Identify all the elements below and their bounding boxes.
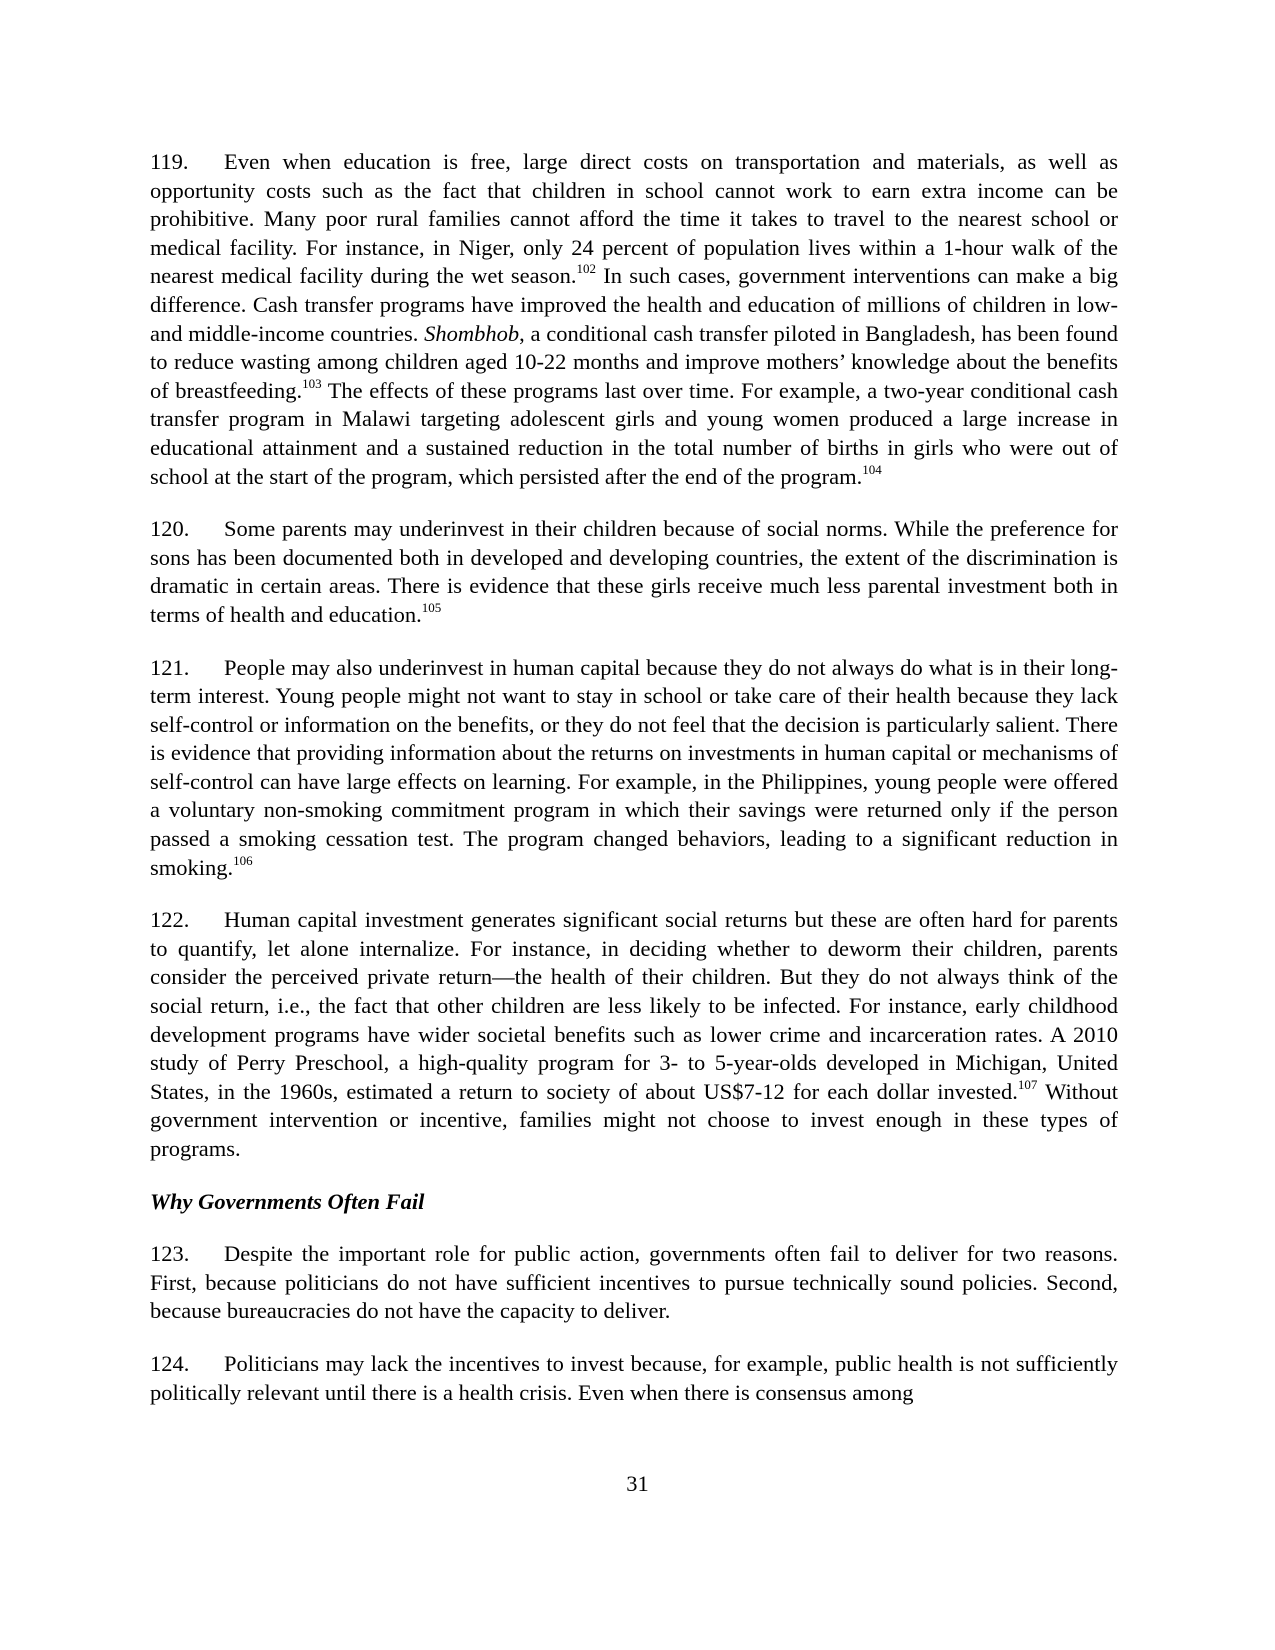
paragraph-number: 120.	[150, 516, 190, 542]
paragraph-number: 122.	[150, 907, 190, 933]
paragraph-121: 121. People may also underinvest in human capital because they do not always do what is in their long-term interest. Young people might not want to stay in school or take care of their health because they lack self-control or information on the benefits, or they do not feel that the decision is particularly salient. There is evidence that providing information about the returns on investments in human capital or mechanisms of self-control can have large effects on learning. For example, in the Philippines, young people were offered a voluntary non-smoking commitment program in which their savings were returned only if the person passed a smoking cessation test. The program changed behaviors, leading to a significant reduction in smoking.$^{106}$	[150, 654, 1118, 880]
paragraph-120: 120. Some parents may underinvest in their children because of social norms. While the preference for sons has been documented both in developed and developing countries, the extent of the discrimination is dramatic in certain areas. There is evidence that these girls receive much less parental investment both in terms of health and education.$^{105}$	[150, 516, 1118, 627]
footnote-ref[interactable]: 107	[1017, 1076, 1038, 1092]
paragraph-123: 123. Despite the important role for public action, governments often fail to deliver for two reasons. First, because politicians do not have sufficient incentives to pursue technically sound policies. Second, because bureaucracies do not have the capacity to deliver.	[150, 1241, 1118, 1324]
program-name: Shombhob	[424, 320, 520, 346]
footnote-ref[interactable]: 105	[421, 599, 442, 615]
footnote-ref[interactable]: 102	[576, 261, 596, 277]
paragraph-119: 119. Even when education is free, large direct costs on transportation and materials, as well as opportunity costs such as the fact that children in school cannot work to earn extra income can be prohibitive. Many poor rural families cannot afford the time it takes to travel to the nearest school or medical facility. For instance, in Niger, only 24 percent of population lives within a 1-hour walk of the nearest medical facility during the wet season.$^{102}$ In such cases, government interventions can make a big difference. Cash transfer programs have improved the health and education of millions of children in low- and middle-income countries. Shombhob, a conditional cash transfer piloted in Bangladesh, has been found to reduce wasting among children aged 10-22 months and improve mothers’ knowledge about the benefits of breastfeeding.$^{103}$ The effects of these programs last over time. For example, a two-year conditional cash transfer program in Malawi targeting adolescent girls and young women produced a large increase in educational attainment and a sustained reduction in the total number of births in girls who were out of school at the start of the program, which persisted after the end of the program.$^{104}$	[150, 149, 1119, 489]
footnote-ref[interactable]: 106	[233, 852, 253, 868]
paragraph-122: 122. Human capital investment generates significant social returns but these are often hard for parents to quantify, let alone internalize. For instance, in deciding whether to deworm their children, parents consider the perceived private return—the health of their children. But they do not always think of the social return, i.e., the fact that other children are less likely to be infected. For instance, early childhood development programs have wider societal benefits such as lower crime and incarceration rates. A 2010 study of Perry Preschool, a high-quality program for 3- to 5-year-olds developed in Michigan, United States, in the 1960s, estimated a return to society of about US$7-12 for each dollar invested.$^{107}$ Without government intervention or incentive, families might not choose to invest enough in these types of programs.	[150, 907, 1118, 1161]
paragraph-number: 123.	[150, 1241, 190, 1267]
paragraph-number: 121.	[150, 654, 190, 680]
paragraph-124: 124. Politicians may lack the incentives to invest because, for example, public health is not sufficiently politically relevant until there is a health crisis. Even when there is consensus among	[150, 1350, 1118, 1405]
page-number: 31	[626, 1471, 649, 1496]
document-body	[150, 148, 1118, 1431]
paragraph-number: 119.	[150, 149, 189, 174]
section-heading: Why Governments Often Fail	[150, 1188, 425, 1214]
paragraph-number: 124.	[150, 1350, 190, 1376]
footnote-ref[interactable]: 103	[302, 375, 322, 391]
footnote-ref[interactable]: 104	[862, 461, 882, 477]
